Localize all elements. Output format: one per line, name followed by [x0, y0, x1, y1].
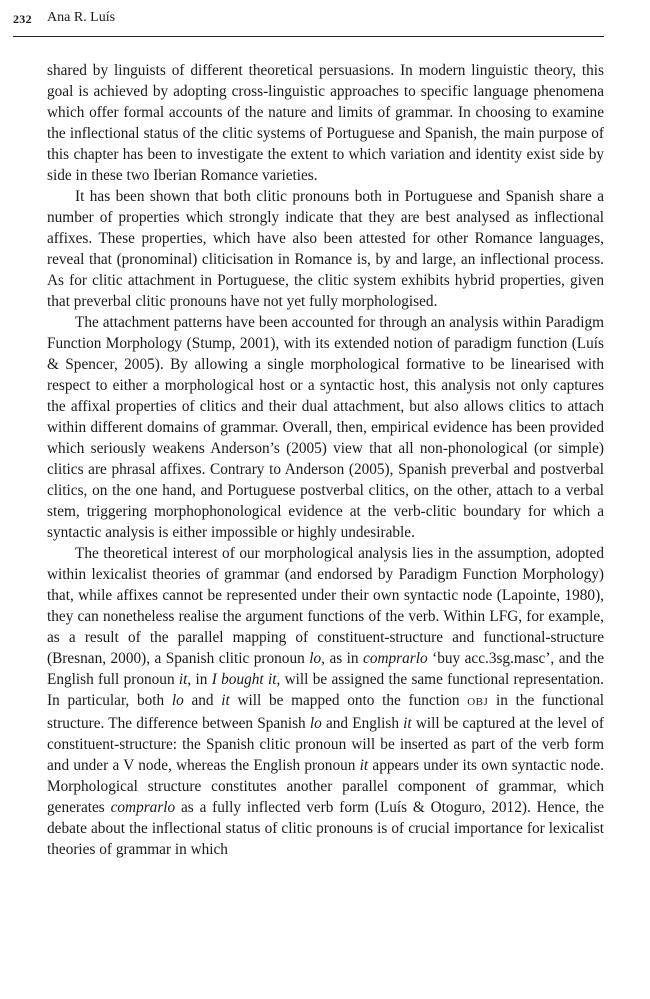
text-run: will be mapped onto the function: [229, 692, 468, 709]
italic-term: lo: [171, 692, 184, 709]
text-run: and: [183, 692, 222, 709]
italic-term: I bought it: [211, 671, 277, 688]
italic-term: it: [359, 757, 369, 774]
small-caps-term: OBJ: [467, 696, 489, 708]
italic-term: lo: [309, 715, 322, 732]
page-number: 232: [13, 12, 32, 26]
running-header: [13, 10, 604, 37]
text-run: in the functional structure. The difference between Spanish: [47, 692, 604, 732]
italic-term: comprarlo: [363, 650, 428, 667]
italic-term: comprarlo: [110, 799, 176, 816]
text-run: , in: [187, 671, 212, 688]
text-run: will be captured at the level of constituent-structure: the Spanish clitic pronoun will be inserted as part of the verb form and under a V node, whereas the English pronoun: [47, 715, 605, 774]
italic-term: it: [403, 715, 412, 732]
body-text: [47, 60, 604, 860]
italic-term: lo: [309, 650, 322, 667]
italic-term: it: [178, 671, 188, 688]
text-run: ‘buy acc.3sg.masc’, and the English full pronoun: [47, 650, 604, 688]
text-run: , will be assigned the same functional representation. In particular, both: [47, 671, 604, 709]
italic-term: it: [221, 692, 230, 709]
paragraph: [47, 543, 604, 860]
paragraph: The attachment patterns have been accounted for through an analysis within Paradigm Function Morphology (Stump, 2001), with its extended notion of paradigm function (Luís & Spencer, 2005). By allowing a single morphological formative to be linearised with respect to either a morphological host or a syntactic host, this analysis not only captures the affixal properties of clitics and their dual attachment, but also allows clitics to attach within different domains of grammar. Overall, then, empirical evidence has been provided which seriously weakens Anderson’s (2005) view that all non-phonological (or simple) clitics are phrasal affixes. Contrary to Anderson (2005), Spanish preverbal and postverbal clitics, on the one hand, and Portuguese postverbal clitics, on the other, attach to a verbal stem, triggering morphophonological evidence at the verb-clitic boundary for which a syntactic analysis is either impossible or highly undesirable.: [47, 314, 604, 541]
text-run: appears under its own syntactic node. Morphological structure constitutes another parallel component of grammar, which generates: [47, 757, 604, 816]
running-head-author: Ana R. Luís: [47, 10, 116, 25]
text-run: The theoretical interest of our morphological analysis lies in the assumption, adopted within lexicalist theories of grammar (and endorsed by Paradigm Function Morphology) that, while affixes cannot be represented under their own syntactic node (Lapointe, 1980), they can nonetheless realise the argument functions of the verb. Within LFG, for example, as a result of the parallel mapping of constituent-structure and functional-structure (Bresnan, 2000), a Spanish clitic pronoun: [47, 545, 604, 667]
text-run: , as in: [321, 650, 364, 667]
text-run: and English: [321, 715, 404, 732]
paragraph: shared by linguists of different theoretical persuasions. In modern linguistic theory, this goal is achieved by adopting cross-linguistic approaches to specific language phenomena which offer formal accounts of the nature and limits of grammar. In choosing to examine the inflectional status of the clitic systems of Portuguese and Spanish, the main purpose of this chapter has been to investigate the extent to which variation and identity exist side by side in these two Iberian Romance varieties.: [47, 62, 604, 184]
paragraph: It has been shown that both clitic pronouns both in Portuguese and Spanish share a number of properties which strongly indicate that they are best analysed as inflectional affixes. These properties, which have also been attested for other Romance languages, reveal that (pronominal) cliticisation in Romance is, by and large, an inflectional process. As for clitic attachment in Portuguese, the clitic system exhibits hybrid properties, given that preverbal clitic pronouns have not yet fully morphologised.: [47, 188, 604, 310]
text-run: as a fully inflected verb form (Luís & Otoguro, 2012). Hence, the debate about the inflectional status of clitic pronouns is of crucial importance for lexicalist theories of grammar in which: [47, 799, 604, 858]
